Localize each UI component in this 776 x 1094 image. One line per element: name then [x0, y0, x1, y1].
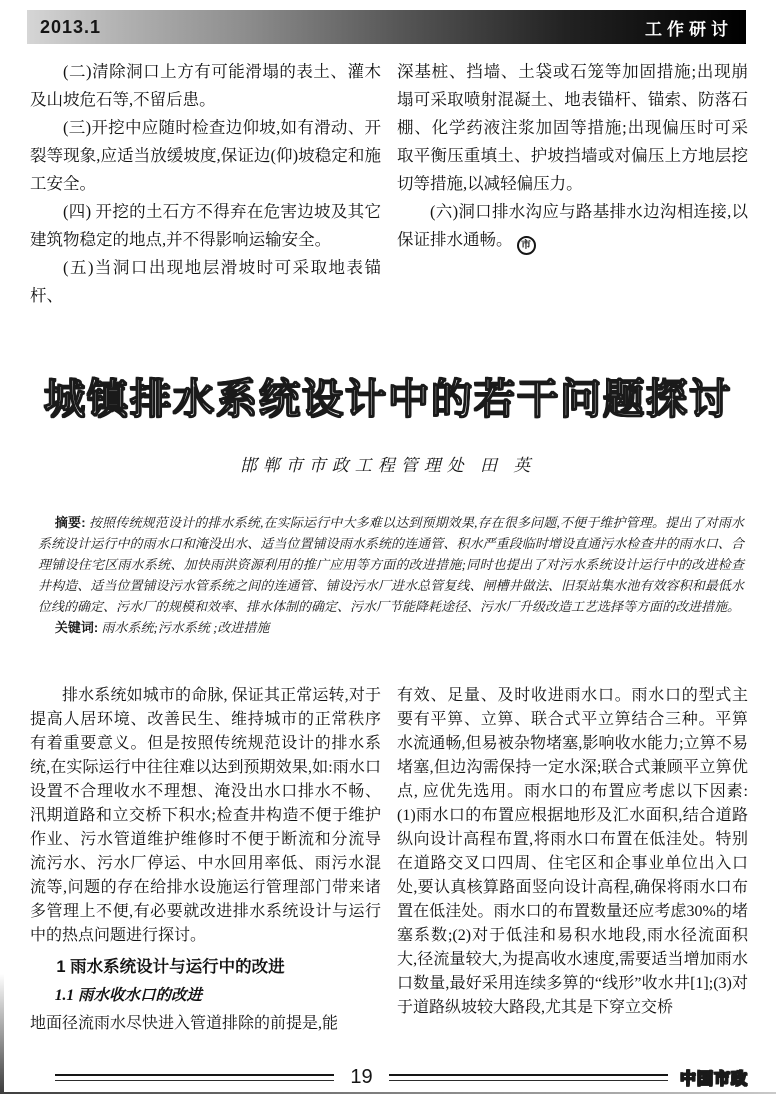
body-right-column: [397, 684, 748, 1036]
subsection-heading-1-1: 1.1 雨水收水口的改进: [54, 987, 203, 1004]
abstract-label: 摘要:: [54, 515, 86, 530]
paragraph: (五)当洞口出现地层滑坡时可采取地表锚杆、: [30, 258, 381, 305]
paragraph: 地面径流雨水尽快进入管道排除的前提是,能: [30, 1015, 339, 1032]
keywords-text: 雨水系统;污水系统 ;改进措施: [101, 620, 270, 635]
keywords-line: [38, 617, 744, 638]
paragraph: (三)开挖中应随时检查边仰坡,如有滑动、开裂等现象,应适当放缓坡度,保证边(仰)坡稳定和施工安全。: [30, 118, 381, 193]
body-left-column: [30, 684, 381, 1036]
article-byline: 邯郸市市政工程管理处 田 英: [239, 456, 537, 475]
paragraph: 有效、足量、及时收进雨水口。雨水口的型式主要有平箅、立箅、联合式平立箅结合三种。平箅水流通畅,但易被杂物堵塞,影响收水能力;立箅不易堵塞,但边沟需保持一定水深;联合式兼顾平立箅优点, 应优先选用。雨水口的布置应考虑以下因素:(1)雨水口的布置应根据地形及汇水面积,结合道路纵向设计高程布置,将雨水口布置在低洼处。特别在道路交叉口四周、住宅区和企事业单位出入口处,要认真核算路面竖向设计高程,确保将雨水口布置在低洼处。雨水口的布置数量还应考虑30%的堵塞系数;(2)对于低洼和易积水地段,雨水径流面积大,径流量较大,为提高收水速度,需要适当增加雨水口数量,最好采用连续多箅的“线形”收水井[1];(3)对于道路纵坡较大路段,尤其是下穿立交桥: [397, 687, 748, 1016]
page-header-bar: [27, 10, 746, 44]
end-of-article-icon: [517, 236, 536, 255]
section-label: 工作研讨: [645, 19, 733, 39]
end-mark-glyph: 市: [521, 240, 531, 251]
abstract-block: [38, 512, 744, 638]
paragraph: 深基桩、挡墙、土袋或石笼等加固措施;出现崩塌可采取喷射混凝土、地表锚杆、锚索、防落石棚、化学药液注浆加固等措施;出现偏压时可采取平衡压重填土、护坡挡墙或对偏压上方地层挖切等措施,以减轻偏压力。: [397, 62, 748, 193]
prev-article-right-column: [397, 58, 748, 310]
section-heading-1: 1 雨水系统设计与运行中的改进: [56, 958, 285, 976]
paragraph: (四) 开挖的土石方不得弃在危害边坡及其它建筑物稳定的地点,并不得影响运输安全。: [30, 202, 381, 249]
article-title: 城镇排水系统设计中的若干问题探讨: [44, 376, 732, 422]
keywords-label: 关键词:: [54, 620, 99, 635]
scan-artifact-left-edge: [0, 974, 4, 1094]
paragraph: (六)洞口排水沟应与路基排水边沟相连接,以保证排水通畅。: [397, 202, 748, 249]
footer-rule-left: [55, 1074, 334, 1081]
article-body: [30, 684, 748, 1036]
previous-article-continuation: [30, 58, 748, 310]
paragraph-with-endmark: [397, 198, 748, 255]
abstract-paragraph: [38, 512, 744, 617]
page-number: 19: [350, 1065, 373, 1088]
abstract-text: 按照传统规范设计的排水系统,在实际运行中大多难以达到预期效果,存在很多问题,不便于维护管理。提出了对雨水系统设计运行中的雨水口和淹没出水、适当位置铺设雨水系统的连通管、积水严重段临时增设直通污水检查井的雨水口、合理铺设住宅区雨水系统、加快雨洪资源利用的推广应用等方面的改进措施;同时也提出了对污水系统设计运行中的改进检查井构造、适当位置铺设污水管系统之间的连通管、铺设污水厂进水总管复线、闸槽井做法、旧泵站集水池有效容积和最低水位线的确定、污水厂的规模和效率、排水体制的确定、污水厂节能降耗途径、污水厂升级改造工艺选择等方面的改进措施。: [38, 515, 744, 614]
prev-article-left-column: [30, 58, 381, 310]
paragraph: (二)清除洞口上方有可能滑塌的表土、灌木及山坡危石等,不留后患。: [30, 62, 381, 109]
journal-logo: 中国市政: [680, 1070, 749, 1088]
intro-paragraph: 排水系统如城市的命脉, 保证其正常运转,对于提高人居环境、改善民生、维持城市的正常秩序有着重要意义。但是按照传统规范设计的排水系统,在实际运行中往往难以达到预期效果,如:雨水口设置不合理收水不理想、淹没出水口排水不畅、汛期道路和立交桥下积水;检查井构造不便于维护作业、污水管道维护维修时不便于断流和分流导流污水、污水厂停运、中水回用率低、雨污水混流等,问题的存在给排水设施运行管理部门带来诸多管理上不便,有必要就改进排水系统设计与运行中的热点问题进行探讨。: [30, 687, 381, 944]
issue-number: 2013.1: [40, 16, 102, 37]
footer-rule-right: [389, 1074, 668, 1081]
page-footer: [30, 1066, 748, 1088]
